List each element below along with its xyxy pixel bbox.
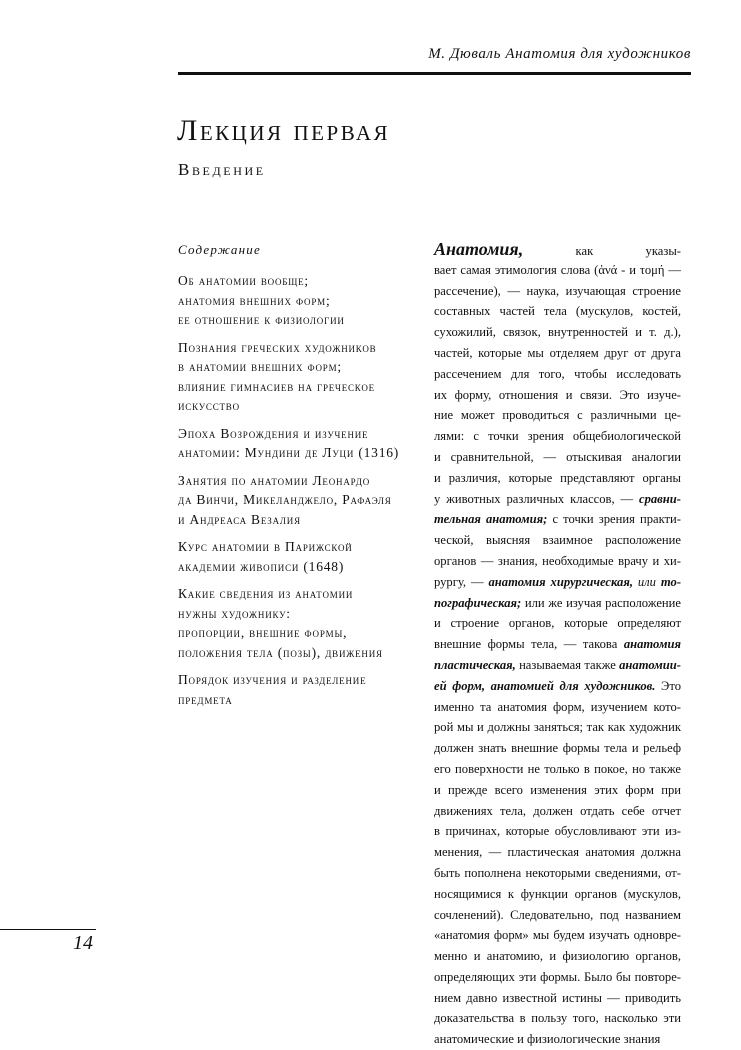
toc-item-line: анатомии: Мундини де Луци (1316): [178, 445, 400, 460]
text-run: называемая также: [515, 657, 620, 672]
toc-item-line: в анатомии внешних форм;: [178, 359, 342, 374]
text-line: [434, 988, 681, 1009]
body-text: [434, 239, 681, 1050]
toc-heading: Содержание: [178, 242, 261, 257]
toc-item-line: Курс анатомии в Парижской: [178, 539, 353, 554]
toc-item-line: академии живописи (1648): [178, 558, 345, 574]
text-run: или же изучая расположение: [521, 595, 681, 610]
text-run: и прежде всего изменения этих форм при: [434, 782, 681, 797]
text-line: [434, 260, 681, 281]
text-run: с точки зрения практи-: [547, 512, 681, 527]
text-line: [434, 634, 681, 655]
toc-item-line: пропорции, внешние формы,: [178, 625, 348, 640]
text-run: сочленений). Следовательно, под названием: [434, 907, 681, 922]
toc-items: [178, 271, 408, 709]
emphasis-run: Анатомия,: [434, 239, 524, 259]
toc-item-line: да Винчи, Микеланджело, Рафаэля: [178, 492, 392, 507]
toc-item-line: положения тела (позы), движения: [178, 644, 383, 660]
text-run: составных частей тела (мускулов, костей,: [434, 304, 681, 319]
text-run: вает самая этимология слова (ἀνά - и τομή —: [434, 262, 681, 277]
text-line: [434, 697, 681, 718]
text-run: именно та анатомия форм, изучением кото-: [434, 699, 681, 714]
text-run: рургу, —: [434, 574, 489, 589]
text-line: [434, 780, 681, 801]
toc-item: [178, 537, 408, 576]
text-run: нием давно известной истины — приводить: [434, 990, 681, 1005]
text-run: лями: с точки зрения общебиологической: [434, 429, 681, 444]
text-run: менения, — пластическая анатомия должна: [434, 845, 681, 860]
toc-item-line: Эпоха Возрождения и изучение: [178, 425, 369, 441]
text-line: [434, 717, 681, 738]
text-line: [434, 572, 681, 593]
text-line: [434, 821, 681, 842]
text-run: доказательства в пользу того, насколько эти: [434, 1011, 681, 1026]
text-line: [434, 884, 681, 905]
toc-item-line: Порядок изучения и разделение: [178, 672, 367, 687]
lecture-subtitle: Введение: [178, 160, 266, 179]
text-run: рой мы и должны заняться; так как художник: [434, 720, 681, 735]
footer-rule: [0, 929, 96, 930]
text-run: анатомические и физиологические знания: [434, 1032, 661, 1047]
text-line: [434, 863, 681, 884]
toc-item-line: анатомия внешних форм;: [178, 292, 331, 308]
text-run: рассечением для того, чтобы исследовать: [434, 366, 681, 381]
text-line: [434, 239, 681, 260]
text-run: движениях тела, должен отдать себе отчет: [434, 803, 681, 818]
emphasis-run: пластическая,: [434, 657, 516, 672]
text-line: [434, 905, 681, 926]
toc-item-line: искусство: [178, 398, 240, 413]
text-run: быть пополнена некоторыми сведениями, от-: [434, 865, 681, 880]
toc-item-line: нужны художнику:: [178, 605, 291, 621]
running-head: М. Дюваль Анатомия для художников: [428, 46, 691, 62]
text-run: сухожилий, связок, внутренностей и т. д.),: [434, 325, 681, 340]
text-run: ние может проводиться с различными це-: [434, 408, 681, 423]
text-line: [434, 385, 681, 406]
text-run: ческой, выясняя взаимное расположение: [434, 533, 681, 548]
emphasis-run: анатомия: [623, 637, 681, 652]
text-run: в причинах, которые обусловливают эти из-: [434, 824, 681, 839]
text-line: [434, 842, 681, 863]
toc-item: [178, 424, 408, 463]
text-line: [434, 946, 681, 967]
text-run: частей, которые мы отделяем друг от друга: [434, 345, 681, 360]
text-line: [434, 759, 681, 780]
page-number: 14: [73, 932, 93, 954]
text-line: [434, 468, 681, 489]
text-line: [434, 322, 681, 343]
toc-item-line: Познания греческих художников: [178, 339, 377, 355]
toc-item: [178, 271, 408, 330]
text-line: [434, 676, 681, 697]
text-line: [434, 551, 681, 572]
toc-item: [178, 670, 408, 709]
text-line: [434, 738, 681, 759]
text-line: [434, 281, 681, 302]
toc-item-line: предмета: [178, 691, 233, 707]
emphasis-run: тельная анатомия;: [434, 512, 548, 527]
text-run: менно и анатомию, и физиологию органов,: [434, 949, 681, 964]
toc-item: [178, 584, 408, 662]
text-run: внешние формы тела, — такова: [434, 637, 624, 652]
toc-item-line: Какие сведения из анатомии: [178, 586, 354, 601]
toc-item-line: и Андреаса Везалия: [178, 511, 301, 527]
text-line: [434, 426, 681, 447]
emphasis-run: сравни-: [639, 491, 681, 506]
text-line: [434, 655, 681, 676]
text-run: Это: [655, 678, 681, 693]
text-line: [434, 967, 681, 988]
header-rule: [178, 72, 691, 75]
text-line: [434, 489, 681, 510]
toc-item: [178, 338, 408, 416]
text-run: «анатомия форм» мы будем изучать одновре-: [434, 928, 681, 943]
text-line: [434, 364, 681, 385]
text-line: [434, 343, 681, 364]
emphasis-run: или: [632, 574, 661, 589]
text-run: их форму, отношения и связи. Это изуче-: [434, 387, 681, 402]
text-run: и различия, которые представляют органы: [434, 470, 681, 485]
emphasis-run: ей форм, анатомией для художников.: [434, 678, 656, 693]
toc-item-line: Об анатомии вообще;: [178, 273, 309, 288]
text-line: [434, 447, 681, 468]
text-line: [434, 613, 681, 634]
text-line: [434, 925, 681, 946]
text-run: должен знать внешние формы тела и рельеф: [434, 741, 681, 756]
text-line: [434, 405, 681, 426]
toc-item-line: влияние гимнасиев на греческое: [178, 378, 375, 394]
text-line: [434, 530, 681, 551]
table-of-contents: [178, 242, 408, 717]
emphasis-run: пографическая;: [434, 595, 522, 610]
text-run: его поверхности не только в покое, но также: [434, 761, 681, 776]
text-run: и строение органов, которые определяют: [434, 616, 681, 631]
emphasis-run: анатомии-: [619, 657, 681, 672]
emphasis-run: то-: [660, 574, 682, 589]
text-run: как указы-: [523, 244, 681, 258]
text-run: носящимися к функции органов (мускулов,: [434, 886, 681, 901]
text-line: [434, 1029, 681, 1050]
text-run: у животных различных классов, —: [434, 491, 639, 506]
emphasis-run: анатомия хирургическая,: [488, 574, 633, 589]
text-line: [434, 301, 681, 322]
text-line: [434, 801, 681, 822]
text-run: и сравнительной, — отыскивая аналогии: [434, 449, 681, 464]
text-run: органов — знания, необходимые врачу и хи-: [434, 553, 681, 568]
toc-item: [178, 471, 408, 530]
text-line: [434, 509, 681, 530]
text-run: определяющих эти формы. Было бы повторе-: [434, 969, 681, 984]
lecture-title: Лекция первая: [177, 114, 391, 147]
text-line: [434, 593, 681, 614]
toc-item-line: Занятия по анатомии Леонардо: [178, 472, 370, 488]
toc-item-line: ее отношение к физиологии: [178, 312, 345, 327]
text-run: рассечение), — наука, изучающая строение: [434, 283, 681, 298]
text-line: [434, 1008, 681, 1029]
